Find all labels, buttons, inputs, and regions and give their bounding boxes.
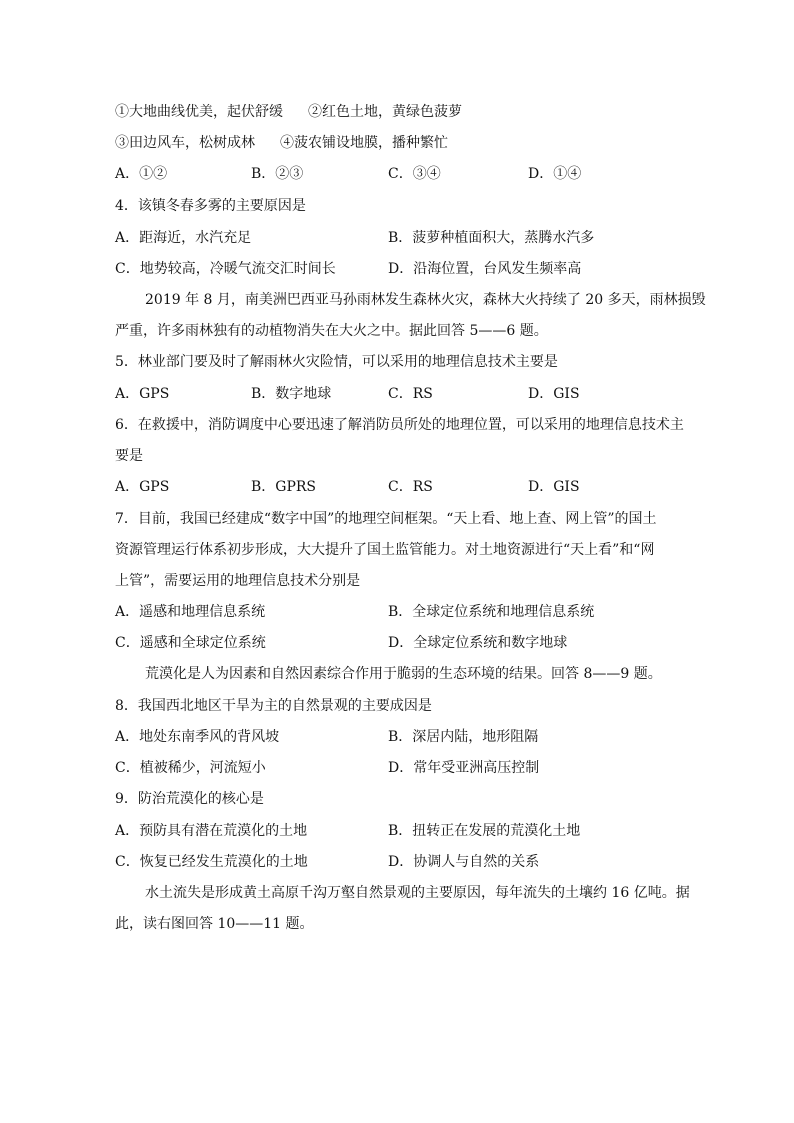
q5-option-c: C．RS (388, 386, 433, 402)
q7-option-b: B．全球定位系统和地理信息系统 (388, 604, 595, 620)
q5-option-d: D．GIS (528, 386, 580, 402)
q7-option-c: C．遥感和全球定位系统 (115, 635, 266, 651)
q4-option-b: B．菠萝种植面积大，蒸腾水汽多 (388, 230, 595, 246)
q7-stem-line-2: 资源管理运行体系初步形成，大大提升了国土监管能力。对土地资源进行“天上看”和“网 (115, 542, 655, 558)
q6-stem-line-2: 要是 (115, 448, 143, 464)
q7-stem-line-1: 7．目前，我国已经建成“数字中国”的地理空间框架。“天上看、地上查、网上管”的国土 (115, 511, 657, 527)
q4-option-c: C．地势较高，冷暖气流交汇时间长 (115, 261, 336, 277)
q6-option-c: C．RS (388, 479, 433, 495)
q8-option-b: B．深居内陆，地形阻隔 (388, 729, 539, 745)
q9-option-b: B．扭转正在发展的荒漠化土地 (388, 823, 581, 839)
passage-1-line-2: 严重，许多雨林独有的动植物消失在大火之中。据此回答 5——6 题。 (115, 323, 548, 339)
q3-option-c: C．③④ (388, 166, 441, 182)
q9-stem: 9．防治荒漠化的核心是 (115, 791, 264, 807)
statement-2: ②红色土地，黄绿色菠萝 (308, 104, 462, 120)
q5-option-b: B．数字地球 (251, 386, 332, 402)
q9-option-a: A．预防具有潜在荒漠化的土地 (115, 823, 308, 839)
q6-stem-line-1: 6．在救援中，消防调度中心要迅速了解消防员所处的地理位置，可以采用的地理信息技术主 (115, 417, 684, 433)
passage-1-line-1: 2019 年 8 月，南美洲巴西亚马孙雨林发生森林火灾，森林大火持续了 20 多天，雨林损毁 (145, 292, 706, 308)
q6-option-d: D．GIS (528, 479, 580, 495)
q9-option-d: D．协调人与自然的关系 (388, 854, 540, 870)
q4-stem: 4．该镇冬春多雾的主要原因是 (115, 198, 306, 214)
q9-option-c: C．恢复已经发生荒漠化的土地 (115, 854, 308, 870)
q6-option-b: B．GPRS (251, 479, 317, 495)
q3-option-d: D．①④ (528, 166, 582, 182)
q5-stem: 5．林业部门要及时了解雨林火灾险情，可以采用的地理信息技术主要是 (115, 354, 558, 370)
statement-3: ③田边风车，松树成林 (115, 135, 255, 151)
q7-option-a: A．遥感和地理信息系统 (115, 604, 266, 620)
statement-4: ④菠农铺设地膜，播种繁忙 (280, 135, 448, 151)
q5-option-a: A．GPS (115, 386, 170, 402)
q8-option-a: A．地处东南季风的背风坡 (115, 729, 280, 745)
passage-3-line-1: 水土流失是形成黄土高原千沟万壑自然景观的主要原因，每年流失的土壤约 16 亿吨。据 (145, 885, 690, 901)
q8-option-c: C．植被稀少，河流短小 (115, 760, 266, 776)
q8-option-d: D．常年受亚洲高压控制 (388, 760, 540, 776)
q4-option-d: D．沿海位置，台风发生频率高 (388, 261, 582, 277)
q7-stem-line-3: 上管”，需要运用的地理信息技术分别是 (115, 573, 361, 589)
passage-3-line-2: 此，读右图回答 10——11 题。 (115, 916, 314, 932)
passage-2: 荒漠化是人为因素和自然因素综合作用于脆弱的生态环境的结果。回答 8——9 题。 (145, 666, 662, 682)
q6-option-a: A．GPS (115, 479, 170, 495)
option-line (115, 102, 283, 122)
q8-stem: 8．我国西北地区干旱为主的自然景观的主要成因是 (115, 698, 432, 714)
q4-option-a: A．距海近，水汽充足 (115, 230, 252, 246)
statement-1: ①大地曲线优美，起伏舒缓 (115, 104, 283, 120)
q7-option-d: D．全球定位系统和数字地球 (388, 635, 568, 651)
q3-option-b: B．②③ (251, 166, 304, 182)
q3-option-a: A．①② (115, 166, 168, 182)
